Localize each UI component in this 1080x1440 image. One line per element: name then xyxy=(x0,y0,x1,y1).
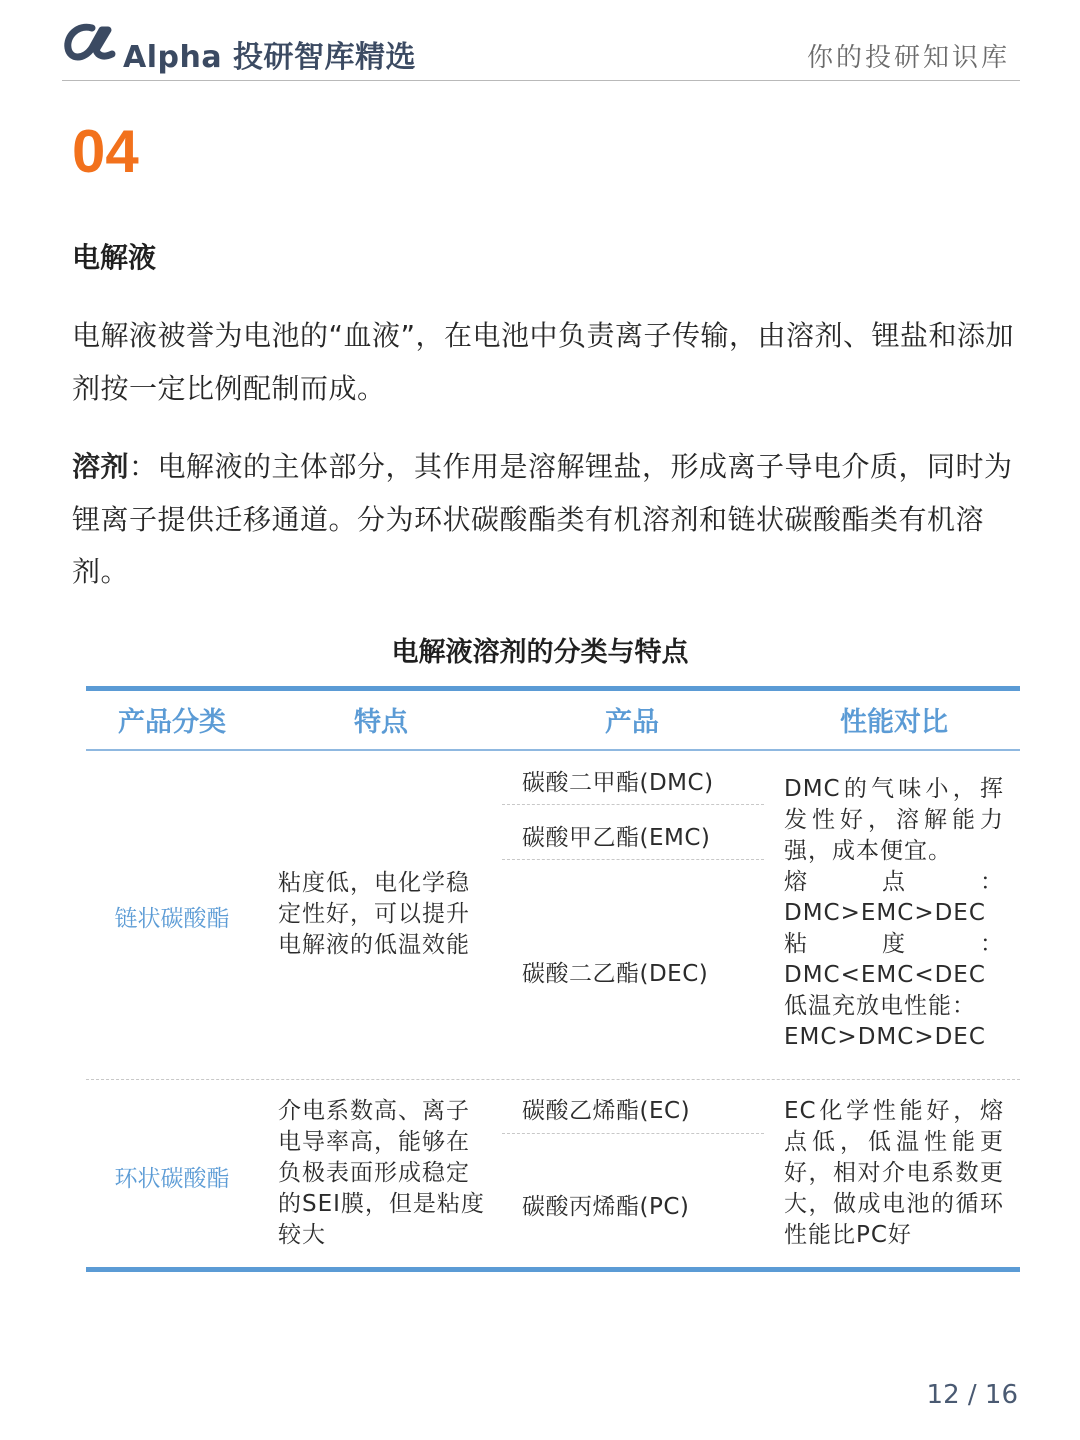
intro-paragraph: 电解液被誉为电池的“血液”，在电池中负责离子传输，由溶剂、锂盐和添加剂按一定比例配制而成。 xyxy=(72,319,1015,405)
table-bottom-rule xyxy=(86,1267,1020,1272)
product-dmc: 碳酸二甲酯(DMC) xyxy=(522,770,714,796)
solvent-label: 溶剂 xyxy=(72,450,130,483)
lowtemp-value: EMC>DMC>DEC xyxy=(784,1024,986,1050)
solvent-paragraph xyxy=(72,441,1017,599)
header-performance: 性能对比 xyxy=(840,707,948,738)
alpha-logo-icon xyxy=(62,18,118,66)
lowtemp-label: 低温充放电性能： xyxy=(784,993,976,1019)
viscosity-label-c: ： xyxy=(980,931,1004,957)
product-divider xyxy=(502,1133,764,1134)
performance-chain xyxy=(784,774,1004,1053)
solvent-text: ：电解液的主体部分，其作用是溶解锂盐，形成离子导电介质，同时为锂离子提供迁移通道。分为环状碳酸酯类有机溶剂和链状碳酸酯类有机溶剂。 xyxy=(72,450,1013,588)
header-category: 产品分类 xyxy=(118,707,226,738)
viscosity-label-b: 度 xyxy=(882,931,906,957)
page-header xyxy=(62,20,1020,81)
performance-chain-intro: DMC的气味小，挥发性好，溶解能力强，成本便宜。 xyxy=(784,776,1004,864)
header-features: 特点 xyxy=(354,707,408,738)
table-header-rule xyxy=(86,749,1020,751)
melting-label xyxy=(784,867,1004,898)
page-number: 12 / 16 xyxy=(926,1380,1018,1410)
melting-label-a: 熔 xyxy=(784,869,808,895)
product-divider xyxy=(502,859,764,860)
table-top-rule xyxy=(86,686,1020,691)
product-ec: 碳酸乙烯酯(EC) xyxy=(522,1098,691,1124)
row-divider xyxy=(86,1079,1020,1080)
section-heading: 电解液 xyxy=(72,241,157,274)
header-products: 产品 xyxy=(605,707,659,738)
melting-label-b: 点 xyxy=(882,869,906,895)
category-cyclic: 环状碳酸酯 xyxy=(114,1166,230,1192)
melting-label-c: ： xyxy=(980,869,1004,895)
features-chain: 粘度低，电化学稳定性好，可以提升电解液的低温效能 xyxy=(278,870,470,958)
product-emc: 碳酸甲乙酯(EMC) xyxy=(522,825,711,851)
brand-title: Alpha 投研智库精选 xyxy=(123,40,417,75)
solvent-table xyxy=(86,686,1020,1276)
table-title: 电解液溶剂的分类与特点 xyxy=(391,637,689,668)
performance-cyclic: EC化学性能好，熔点低，低温性能更好，相对介电系数更大，做成电池的循环性能比PC好 xyxy=(784,1098,1004,1248)
header-tagline: 你的投研知识库 xyxy=(806,43,1010,73)
product-dec: 碳酸二乙酯(DEC) xyxy=(522,961,709,987)
viscosity-label xyxy=(784,929,1004,960)
section-number: 04 xyxy=(72,118,139,185)
product-divider xyxy=(502,804,764,805)
viscosity-value: DMC<EMC<DEC xyxy=(784,962,986,988)
category-chain: 链状碳酸酯 xyxy=(114,906,230,932)
features-cyclic: 介电系数高、离子电导率高，能够在负极表面形成稳定的SEI膜，但是粘度较大 xyxy=(278,1098,485,1248)
viscosity-label-a: 粘 xyxy=(784,931,808,957)
melting-value: DMC>EMC>DEC xyxy=(784,900,986,926)
product-pc: 碳酸丙烯酯(PC) xyxy=(522,1194,690,1220)
